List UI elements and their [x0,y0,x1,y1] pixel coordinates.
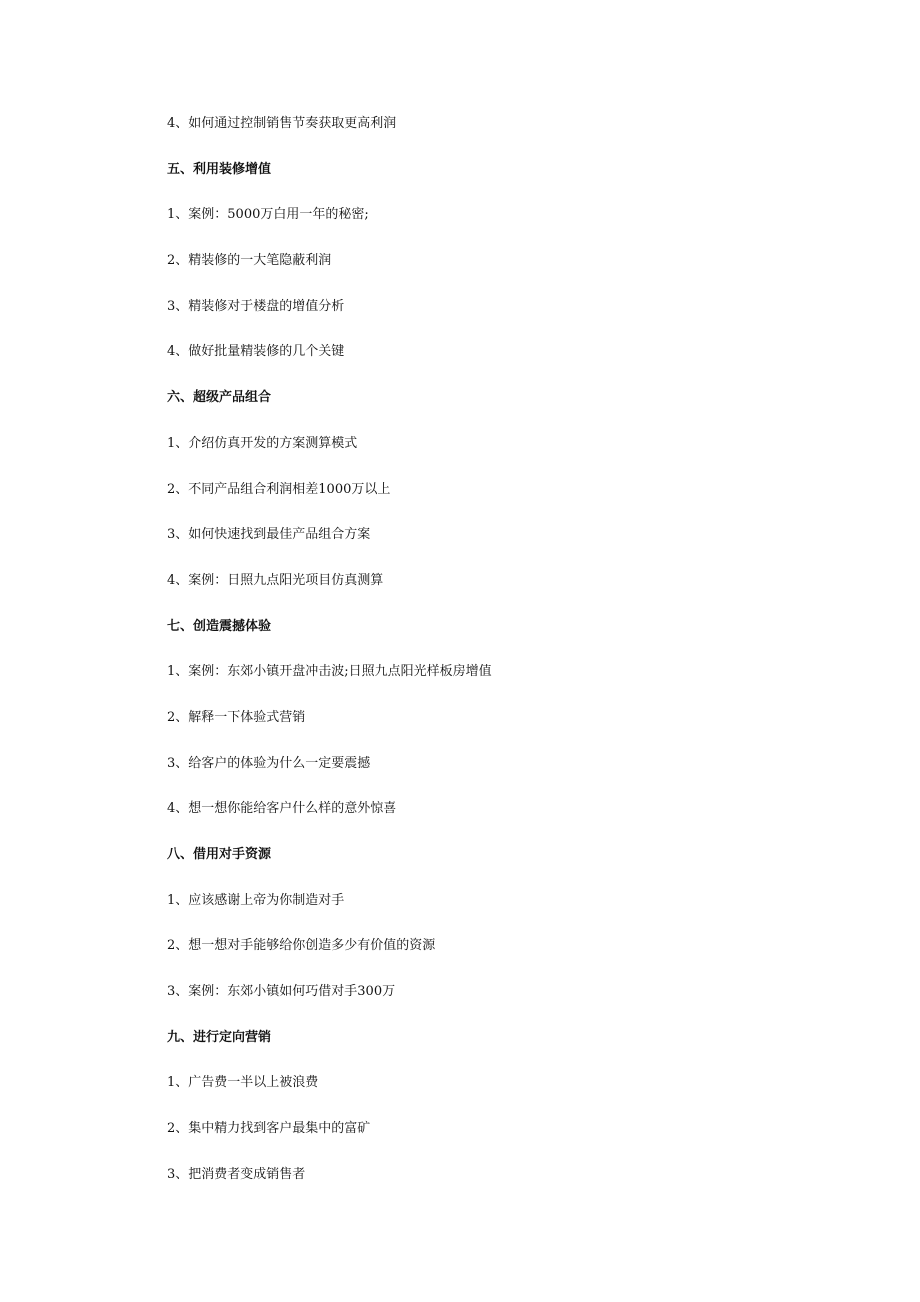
list-item: 2、解释一下体验式营销 [167,709,306,725]
list-item: 4、如何通过控制销售节奏获取更高利润 [167,116,397,131]
section-heading: 八、借用对手资源 [167,847,272,862]
document-body [167,113,867,1210]
list-item: 4、想一想你能给客户什么样的意外惊喜 [167,801,397,817]
list-item: 2、集中精力找到客户最集中的富矿 [167,1121,371,1137]
section-heading: 七、创造震撼体验 [167,618,272,634]
list-item: 3、把消费者变成销售者 [167,1166,306,1182]
list-item: 2、想一想对手能够给你创造多少有价值的资源 [167,938,436,954]
list-item: 1、广告费一半以上被浪费 [167,1075,319,1091]
list-item: 2、精装修的一大笔隐蔽利润 [167,253,332,269]
list-item: 1、案例：东郊小镇开盘冲击波;日照九点阳光样板房增值 [167,664,492,680]
section-heading: 九、进行定向营销 [167,1029,272,1045]
list-item: 4、案例：日照九点阳光项目仿真测算 [167,572,384,588]
list-item: 2、不同产品组合利润相差1000万以上 [167,481,391,497]
section-heading: 六、超级产品组合 [167,390,272,406]
list-item: 3、给客户的体验为什么一定要震撼 [167,755,371,771]
list-item: 1、介绍仿真开发的方案测算模式 [167,435,358,451]
list-item: 4、做好批量精装修的几个关键 [167,344,345,360]
section-heading: 五、利用装修增值 [167,161,272,177]
list-item: 3、精装修对于楼盘的增值分析 [167,298,345,314]
list-item: 3、如何快速找到最佳产品组合方案 [167,527,371,543]
list-item: 3、案例：东郊小镇如何巧借对手300万 [167,984,396,1000]
list-item: 1、案例：5000万白用一年的秘密; [167,207,369,223]
list-item: 1、应该感谢上帝为你制造对手 [167,892,345,908]
